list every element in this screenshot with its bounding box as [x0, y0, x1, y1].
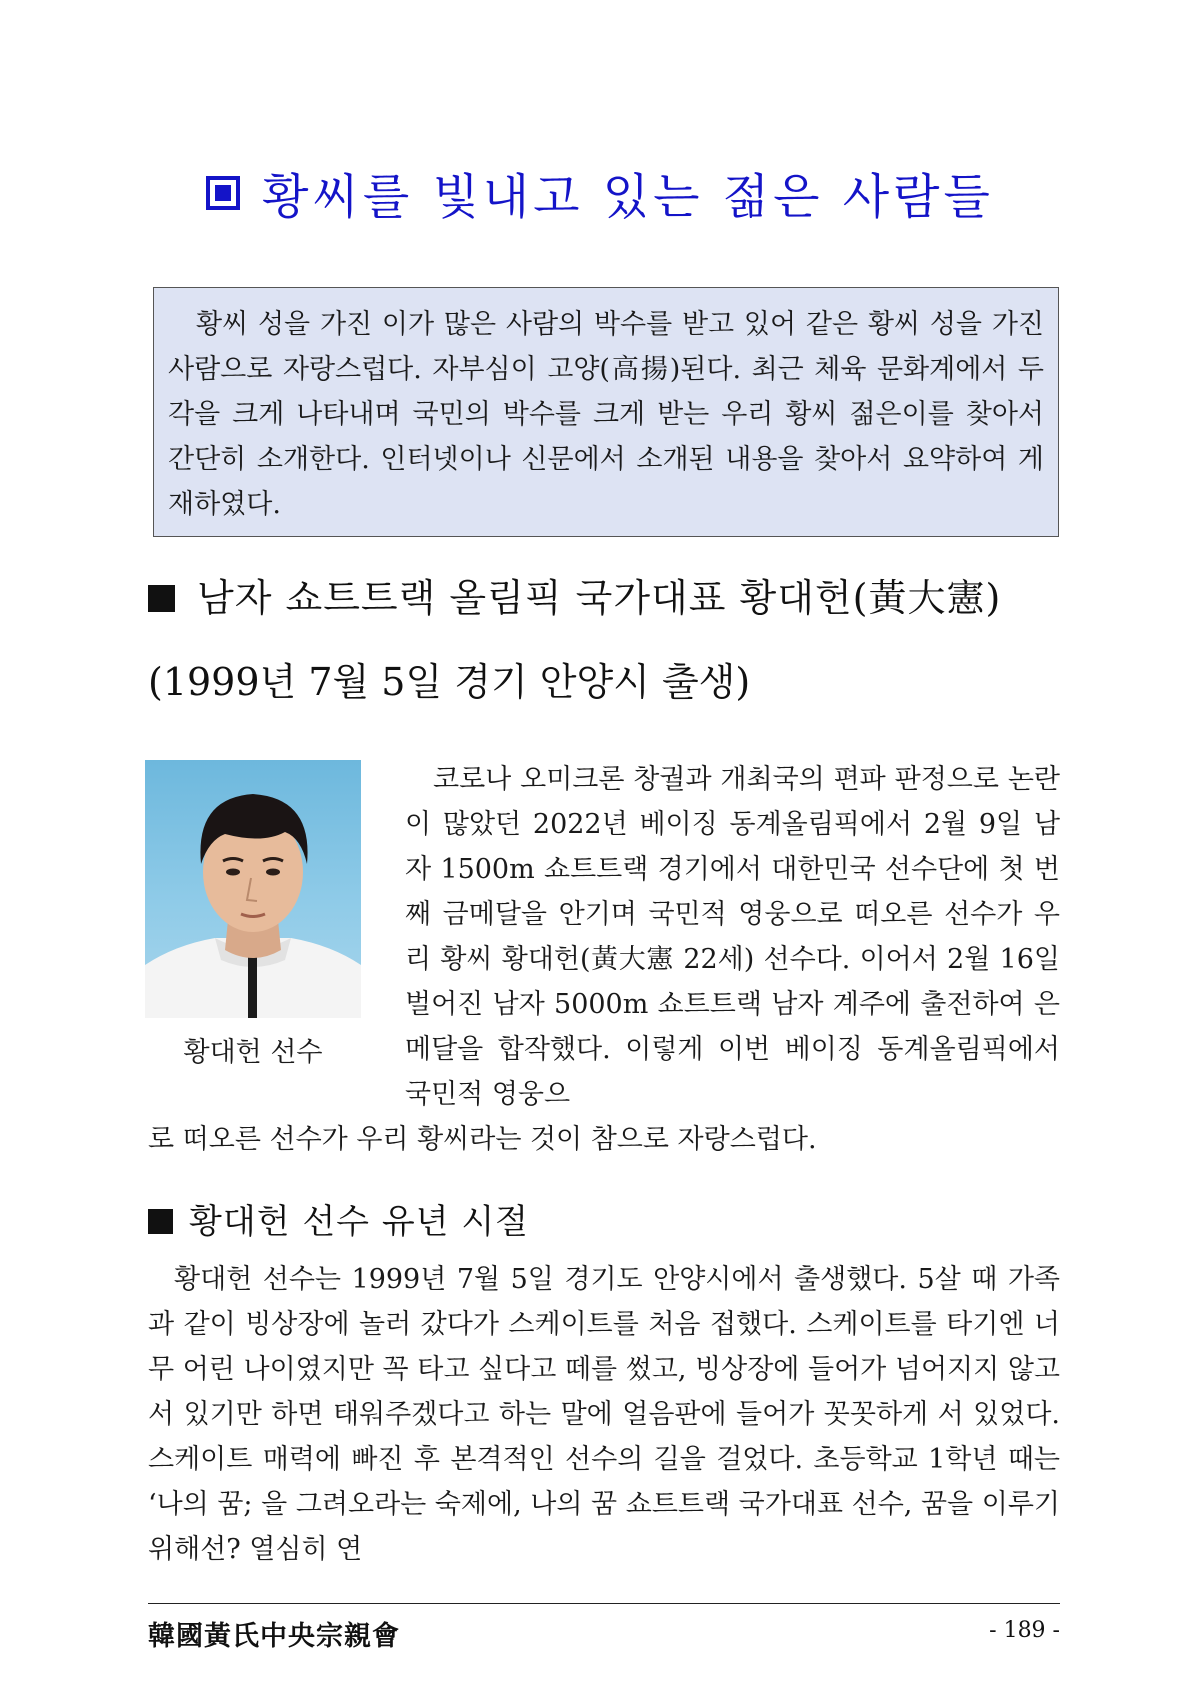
page-title-text: 황씨를 빛내고 있는 젊은 사람들 [262, 169, 994, 225]
footer-organization: 韓國黃氏中央宗親會 [148, 1621, 400, 1652]
childhood-section-body [148, 1257, 1060, 1572]
athlete-photo [145, 760, 361, 1018]
intro-box [153, 287, 1059, 537]
square-bullet-icon [206, 176, 240, 210]
section-heading-childhood [148, 1192, 529, 1252]
footer-divider [148, 1603, 1060, 1604]
black-square-bullet-icon [148, 1209, 173, 1234]
photo-caption: 황대헌 선수 [183, 1037, 323, 1068]
childhood-paragraph: 황대헌 선수는 1999년 7월 5일 경기도 안양시에서 출생했다. 5살 때 가족과 같이 빙상장에 놀러 갔다가 스케이트를 처음 접했다. 스케이트를 타기엔 너무 어린 나이였지만 꼭 타고 싶다고 떼를 썼고, 빙상장에 들어가 넘어지지 않고 서 있기만 하면 태워주겠다고 하는 말에 얼음판에 들어가 꼿꼿하게 서 있었다. 스케이트 매력에 빠진 후 본격적인 선수의 길을 걸었다. 초등학교 1학년 때는 ‘나의 꿈; 을 그려오라는 숙제에, 나의 꿈 쇼트트랙 국가대표 선수, 꿈을 이루기 위해선? 열심히 연 [148, 1264, 1060, 1565]
birth-info-subheading: (1999년 7월 5일 경기 안양시 출생) [148, 660, 751, 704]
page-number: - 189 - [989, 1618, 1060, 1643]
intro-text: 황씨 성을 가진 이가 많은 사람의 박수를 받고 있어 같은 황씨 성을 가진 사람으로 자랑스럽다. 자부심이 고양(高揚)된다. 최근 체육 문화계에서 두각을 크게 나타내며 국민의 박수를 크게 받는 우리 황씨 젊은이를 찾아서 간단히 소개한다. 인터넷이나 신문에서 소개된 내용을 찾아서 요약하여 게재하였다. [168, 309, 1044, 520]
section-heading-childhood-text: 황대헌 선수 유년 시절 [189, 1202, 530, 1242]
black-square-bullet-icon [148, 585, 175, 612]
section-heading-athlete [148, 568, 1001, 628]
section-heading-athlete-text: 남자 쇼트트랙 올림픽 국가대표 황대헌(黃大憲) [197, 576, 1002, 620]
athlete-portrait-image [145, 760, 361, 1018]
athlete-intro-paragraph: 코로나 오미크론 창궐과 개최국의 편파 판정으로 논란이 많았던 2022년 베이징 동계올림픽에서 2월 9일 남자 1500m 쇼트트랙 경기에서 대한민국 선수단에 첫 번째 금메달을 안기며 국민적 영웅으로 떠오른 선수가 우리 황씨 황대헌(黃大憲 22세) 선수다. 이어서 2월 16일 벌어진 남자 5000m 쇼트트랙 남자 계주에 출전하여 은메달을 합작했다. 이렇게 이번 베이징 동계올림픽에서 국민적 영웅으 [405, 764, 1060, 1110]
athlete-intro-paragraph-end: 로 떠오른 선수가 우리 황씨라는 것이 참으로 자랑스럽다. [148, 1124, 817, 1155]
page-title [0, 158, 1200, 227]
